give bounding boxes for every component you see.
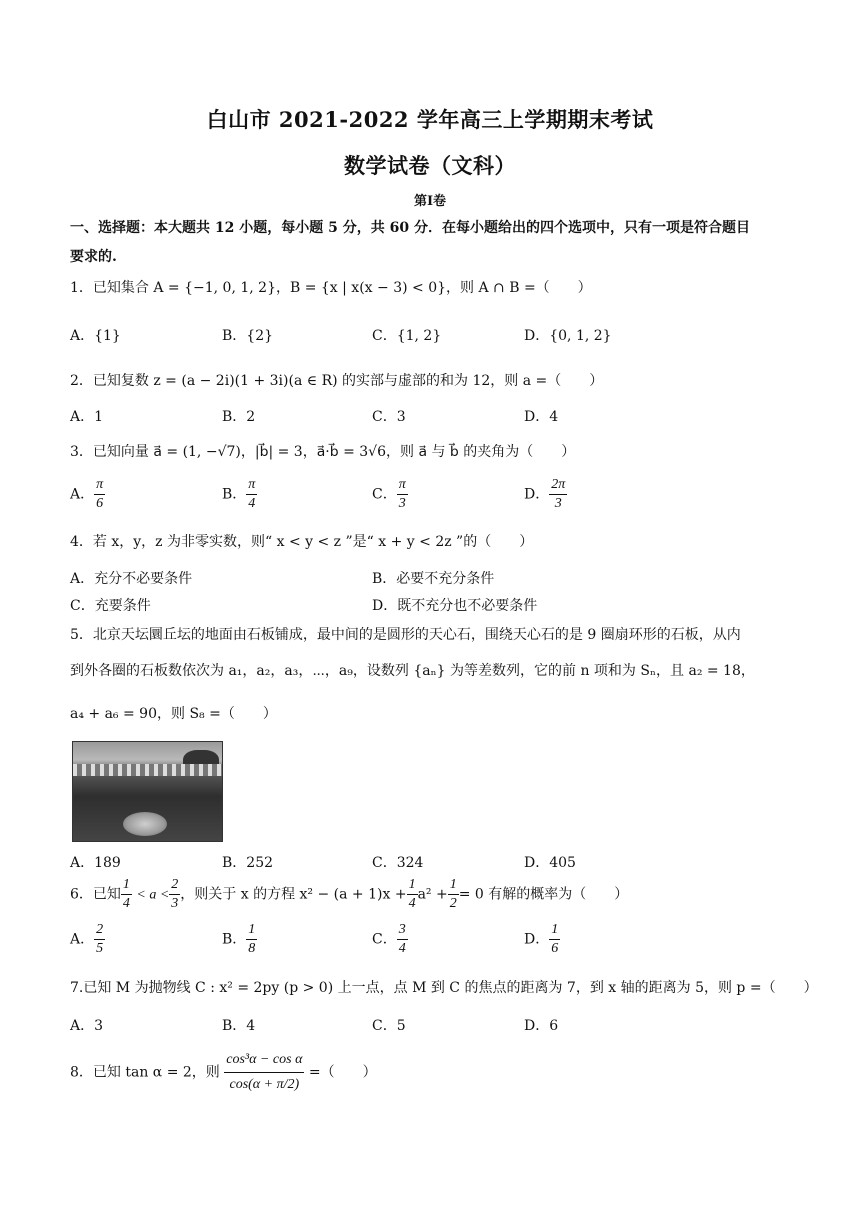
question-5-option-b: B．252 (222, 855, 274, 871)
question-7-option-a: A．3 (70, 1018, 104, 1034)
question-2-stem: 2．已知复数 z = (a − 2i)(1 + 3i)(a ∈ R) 的实部与虚部的和为 12，则 a =（ ） (70, 373, 604, 389)
question-4-option-d: D．既不充分也不必要条件 (372, 598, 538, 614)
volume-label: 第Ⅰ卷 (413, 194, 447, 209)
question-3-option-d: D． $\frac{2\pi}{3}$ (524, 477, 566, 511)
question-7-option-d: D．6 (524, 1018, 559, 1034)
question-6-option-c: C． $\frac{3}{4}$ (372, 922, 406, 956)
stem-text: ，则关于 x 的方程 x² − (a + 1)x + (180, 886, 407, 903)
stem-text: = 0 有解的概率为（ ） (458, 886, 629, 903)
question-2-option-b: B．2 (222, 409, 256, 425)
option-label: B． (222, 931, 247, 948)
question-2-option-a: A．1 (70, 409, 104, 425)
question-4-stem: 4．若 x，y，z 为非零实数，则“ x < y < z ”是“ x + y < 2z ”的（ ） (70, 534, 534, 550)
stem-text: 8．已知 tan α = 2，则 (70, 1064, 220, 1081)
option-label: A． (70, 486, 95, 503)
question-1-option-b: B．{2} (222, 328, 274, 344)
question-5-line1: 5．北京天坛圜丘坛的地面由石板铺成，最中间的是圆形的天心石，围绕天心石的是 9 圈扇环形的石板，从内 (70, 627, 741, 643)
question-3-option-b: B． $\frac{\pi}{4}$ (222, 477, 256, 511)
question-5-option-d: D．405 (524, 855, 576, 871)
section-instructions-line1: 一、选择题：本大题共 12 小题，每小题 5 分，共 60 分．在每小题给出的四个选项中，只有一项是符合题目 (70, 220, 750, 236)
question-2-option-c: C．3 (372, 409, 406, 425)
question-1-option-a: A．{1} (70, 328, 121, 344)
stem-text: 6．已知 (70, 886, 121, 903)
question-5-option-c: C．324 (372, 855, 424, 871)
question-3-option-a: A． $\frac{\pi}{6}$ (70, 477, 104, 511)
question-1-stem: 1．已知集合 A = {−1, 0, 1, 2}，B = {x | x(x − 3) < 0}，则 A ∩ B =（ ） (70, 280, 592, 296)
exam-subtitle: 数学试卷（文科） (344, 153, 516, 178)
question-3-stem: 3．已知向量 a⃗ = (1, −√7)，|b⃗| = 3，a⃗·b⃗ = 3√6，则 a⃗ 与 b⃗ 的夹角为（ ） (70, 444, 576, 460)
option-label: D． (524, 931, 550, 948)
exam-title: 白山市 2021-2022 学年高三上学期期末考试 (206, 107, 654, 132)
question-2-option-d: D．4 (524, 409, 559, 425)
question-1-option-d: D．{0, 1, 2} (524, 328, 612, 344)
question-6-option-d: D． $\frac{1}{6}$ (524, 922, 559, 956)
option-label: B． (222, 486, 247, 503)
question-7-stem: 7.已知 M 为抛物线 C : x² = 2py (p > 0) 上一点，点 M 到 C 的焦点的距离为 7，到 x 轴的距离为 5，则 p =（ ） (70, 980, 818, 996)
question-4-option-c: C．充要条件 (70, 598, 151, 614)
question-5-line3: a₄ + a₆ = 90，则 S₈ =（ ） (70, 706, 277, 722)
question-4-option-b: B．必要不充分条件 (372, 571, 495, 587)
question-5-line2: 到外各圈的石板数依次为 a₁，a₂，a₃，⋯，a₉，设数列 {aₙ} 为等差数列，它的前 n 项和为 Sₙ，且 a₂ = 18， (70, 663, 755, 679)
question-6-stem: 6．已知 $\frac{1}{4}$ < a < $\frac{2}{3}$ ，则关于 x 的方程 x² − (a + 1)x + $\frac{1}{4}$ a² + $\frac{1}{2}$ = 0 有解的概率为（ ） (70, 877, 629, 911)
question-7-option-c: C．5 (372, 1018, 406, 1034)
question-1-option-c: C．{1, 2} (372, 328, 442, 344)
photo-railing (73, 764, 222, 776)
question-5-option-a: A．189 (70, 855, 121, 871)
option-label: D． (524, 486, 550, 503)
section-instructions-line2: 要求的. (70, 249, 117, 265)
question-6-option-a: A． $\frac{2}{5}$ (70, 922, 104, 956)
photo-center-stone (123, 812, 167, 836)
question-8-stem: 8．已知 tan α = 2，则 $\frac{\text{cos³α − cos α}}{\cos(\alpha + \pi/2)}$ =（ ） (70, 1048, 377, 1097)
question-6-option-b: B． $\frac{1}{8}$ (222, 922, 256, 956)
stem-text: < a < (136, 887, 170, 903)
tiantan-photo (72, 741, 223, 842)
question-3-option-c: C． $\frac{\pi}{3}$ (372, 477, 406, 511)
question-4-option-a: A．充分不必要条件 (70, 571, 193, 587)
stem-text: =（ ） (308, 1064, 377, 1081)
option-label: C． (372, 486, 397, 503)
option-label: C． (372, 931, 397, 948)
option-label: A． (70, 931, 95, 948)
question-7-option-b: B．4 (222, 1018, 256, 1034)
stem-text: a² + (417, 886, 448, 903)
